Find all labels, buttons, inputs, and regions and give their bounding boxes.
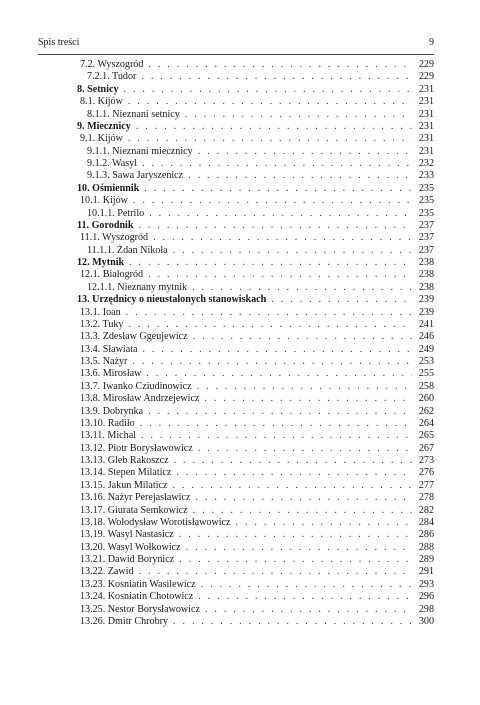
- toc-entry-page: 293: [418, 578, 434, 590]
- toc-chapter-row: [38, 257, 434, 269]
- toc-entry-row: [38, 158, 434, 170]
- toc-entry-row: [38, 232, 434, 244]
- toc-entry-title: 13.20. Wasyl Wołkowicz: [80, 541, 181, 553]
- toc-entry-title: 13.2. Tuky: [80, 318, 124, 330]
- toc-entry-title: 13.24. Kosniatin Chotowicz: [80, 591, 194, 603]
- toc-entry-row: [38, 505, 434, 517]
- dot-leader: [140, 418, 412, 430]
- toc-entry-title: 9.1.3. Sawa Jaryszenicz: [87, 170, 184, 182]
- toc-entry-page: 235: [418, 195, 434, 207]
- toc-entry-row: [38, 455, 434, 467]
- dot-leader: [192, 282, 412, 294]
- toc-chapter-row: [38, 121, 434, 133]
- toc-entry-title: 13.11. Michal: [80, 430, 136, 442]
- toc-entry-row: [38, 443, 434, 455]
- toc-entry-title: 9. Miecznicy: [77, 120, 131, 132]
- toc-entry-page: 265: [418, 430, 434, 442]
- toc-chapter-row: [38, 220, 434, 232]
- toc-entry-page: 262: [418, 405, 434, 417]
- toc-entry-title: 13.17. Giurata Semkowicz: [80, 504, 188, 516]
- toc-entry-title: 13.25. Nestor Borysławowicz: [80, 603, 200, 615]
- dot-leader: [139, 566, 412, 578]
- toc-entry-page: 229: [418, 71, 434, 83]
- toc-entry-row: [38, 566, 434, 578]
- toc-entry-page: 238: [418, 269, 434, 281]
- toc-entry-title: 11.1. Wyszogród: [80, 232, 149, 244]
- dot-leader: [204, 393, 412, 405]
- toc-entry-page: 296: [418, 591, 434, 603]
- dot-leader: [129, 257, 412, 269]
- toc-entry-row: [38, 109, 434, 121]
- toc-entry-title: 8.1. Kijów: [80, 96, 123, 108]
- toc-entry-title: 13.8. Mirosław Andrzejewicz: [80, 393, 200, 405]
- toc-entry-page: 276: [418, 467, 434, 479]
- toc-entry-title: 13.10. Radiło: [80, 417, 135, 429]
- toc-entry-title: 13.15. Jakun Milaticz: [80, 479, 168, 491]
- dot-leader: [138, 220, 412, 232]
- toc-entry-page: 267: [418, 442, 434, 454]
- toc-entry-page: 277: [418, 479, 434, 491]
- dot-leader: [188, 170, 412, 182]
- toc-entry-row: [38, 381, 434, 393]
- toc-entry-page: 289: [418, 554, 434, 565]
- toc-entry-row: [38, 208, 434, 220]
- toc-entry-row: [38, 146, 434, 158]
- toc-entry-page: 232: [418, 158, 434, 169]
- toc-entry-row: [38, 170, 434, 182]
- dot-leader: [198, 146, 412, 158]
- dot-leader: [193, 505, 412, 517]
- toc-entry-page: 260: [418, 393, 434, 405]
- toc-entry-title: 13.22. Zawid: [80, 566, 134, 578]
- toc-entry-title: 10.1.1. Petrilo: [87, 207, 145, 219]
- toc-entry-row: [38, 356, 434, 368]
- toc-entry-row: [38, 616, 434, 628]
- toc-entry-page: 231: [418, 108, 434, 120]
- toc-entry-title: 13.23. Kosniatin Wasilewicz: [80, 578, 196, 590]
- toc-entry-row: [38, 344, 434, 356]
- dot-leader: [148, 269, 412, 281]
- toc-entry-title: 12.1.1. Nieznany mytnik: [87, 281, 188, 293]
- toc-chapter-row: [38, 183, 434, 195]
- toc-entry-row: [38, 418, 434, 430]
- toc-entry-title: 12.1. Białogród: [80, 269, 144, 281]
- table-of-contents: [38, 59, 434, 628]
- toc-entry-page: 253: [418, 356, 434, 367]
- toc-entry-row: [38, 393, 434, 405]
- dot-leader: [148, 406, 412, 418]
- toc-entry-row: [38, 71, 434, 83]
- toc-chapter-row: [38, 294, 434, 306]
- dot-leader: [141, 71, 412, 83]
- toc-entry-page: 286: [418, 529, 434, 541]
- toc-entry-page: 241: [418, 318, 434, 330]
- dot-leader: [126, 307, 412, 319]
- toc-entry-page: 231: [418, 120, 434, 132]
- toc-entry-title: 11. Gorodnik: [77, 219, 134, 231]
- toc-entry-title: 9.1.2. Wasyl: [87, 158, 138, 169]
- running-header-page-number: 9: [429, 37, 434, 48]
- toc-entry-row: [38, 133, 434, 145]
- dot-leader: [201, 579, 412, 591]
- dot-leader: [179, 529, 412, 541]
- toc-entry-page: 237: [418, 244, 434, 256]
- dot-leader: [124, 84, 413, 96]
- toc-entry-row: [38, 319, 434, 331]
- toc-entry-page: 231: [418, 133, 434, 145]
- toc-entry-title: 13.6. Mirosław: [80, 368, 142, 380]
- toc-entry-page: 237: [418, 219, 434, 231]
- dot-leader: [153, 232, 412, 244]
- dot-leader: [198, 591, 412, 603]
- toc-entry-row: [38, 59, 434, 71]
- toc-entry-title: 13.19. Wasyl Nastasicz: [80, 529, 174, 541]
- toc-entry-row: [38, 331, 434, 343]
- dot-leader: [185, 109, 412, 121]
- dot-leader: [144, 183, 412, 195]
- toc-entry-row: [38, 579, 434, 591]
- toc-entry-title: 13.13. Gleb Rakoszcz: [80, 455, 169, 466]
- toc-entry-page: 249: [418, 343, 434, 355]
- toc-entry-row: [38, 591, 434, 603]
- toc-entry-title: 13.16. Nażyr Perejasławicz: [80, 492, 191, 504]
- toc-entry-row: [38, 368, 434, 380]
- toc-chapter-row: [38, 84, 434, 96]
- toc-entry-page: 288: [418, 541, 434, 553]
- toc-entry-row: [38, 195, 434, 207]
- dot-leader: [142, 344, 412, 356]
- dot-leader: [174, 455, 412, 467]
- toc-entry-row: [38, 269, 434, 281]
- dot-leader: [146, 368, 412, 380]
- dot-leader: [133, 195, 412, 207]
- dot-leader: [236, 517, 412, 529]
- toc-entry-title: 13.7. Iwanko Cziudinowicz: [80, 380, 192, 392]
- toc-entry-page: 231: [418, 83, 434, 95]
- toc-entry-row: [38, 542, 434, 554]
- toc-entry-row: [38, 282, 434, 294]
- toc-entry-page: 264: [418, 417, 434, 429]
- toc-entry-page: 298: [418, 603, 434, 615]
- toc-entry-row: [38, 529, 434, 541]
- dot-leader: [142, 158, 412, 170]
- toc-entry-title: 13.1. Ioan: [80, 306, 121, 318]
- toc-entry-title: 7.2. Wyszogród: [80, 59, 144, 70]
- dot-leader: [132, 356, 412, 368]
- toc-entry-row: [38, 467, 434, 479]
- toc-entry-title: 13.12. Piotr Borysławowicz: [80, 442, 193, 454]
- dot-leader: [149, 208, 412, 220]
- toc-entry-row: [38, 517, 434, 529]
- toc-entry-page: 300: [418, 615, 434, 627]
- toc-entry-title: 13.14. Stepen Milaticz: [80, 467, 172, 479]
- dot-leader: [172, 480, 412, 492]
- toc-entry-title: 9.1. Kijów: [80, 133, 123, 145]
- toc-entry-page: 231: [418, 145, 434, 157]
- dot-leader: [128, 319, 412, 331]
- toc-entry-page: 237: [418, 232, 434, 244]
- toc-entry-page: 246: [418, 331, 434, 343]
- dot-leader: [176, 467, 412, 479]
- dot-leader: [193, 331, 412, 343]
- toc-entry-row: [38, 430, 434, 442]
- dot-leader: [173, 245, 412, 257]
- toc-entry-page: 278: [418, 492, 434, 504]
- toc-entry-page: 235: [418, 182, 434, 194]
- toc-entry-row: [38, 96, 434, 108]
- toc-entry-title: 10. Ośmiennik: [77, 182, 140, 194]
- toc-entry-page: 231: [418, 96, 434, 108]
- toc-entry-row: [38, 554, 434, 566]
- toc-entry-page: 273: [418, 455, 434, 466]
- dot-leader: [197, 381, 412, 393]
- header-rule: [38, 54, 434, 55]
- dot-leader: [141, 430, 412, 442]
- toc-entry-page: 255: [418, 368, 434, 380]
- toc-entry-page: 239: [418, 306, 434, 318]
- dot-leader: [173, 616, 412, 628]
- toc-entry-title: 8.1.1. Nieznani setnicy: [87, 108, 180, 120]
- toc-entry-page: 258: [418, 380, 434, 392]
- toc-entry-row: [38, 406, 434, 418]
- dot-leader: [136, 121, 412, 133]
- toc-entry-page: 239: [418, 294, 434, 306]
- dot-leader: [148, 59, 412, 71]
- toc-entry-title: 13.9. Dobrynka: [80, 405, 144, 417]
- toc-entry-title: 13.5. Nażyr: [80, 356, 128, 367]
- toc-entry-page: 238: [418, 281, 434, 293]
- toc-entry-row: [38, 604, 434, 616]
- toc-entry-row: [38, 307, 434, 319]
- dot-leader: [205, 604, 412, 616]
- toc-entry-title: 13.26. Dmitr Chrobry: [80, 615, 169, 627]
- running-header: [38, 37, 434, 49]
- toc-entry-page: 233: [418, 170, 434, 182]
- toc-entry-title: 13. Urzędnicy o nieustalonych stanowiskach: [77, 294, 267, 306]
- toc-entry-title: 9.1.1. Nieznani miecznicy: [87, 145, 193, 157]
- dot-leader: [128, 96, 412, 108]
- toc-entry-title: 10.1. Kijów: [80, 195, 128, 207]
- dot-leader: [179, 554, 412, 566]
- toc-entry-row: [38, 480, 434, 492]
- dot-leader: [186, 542, 412, 554]
- toc-entry-title: 13.18. Wołodysław Worotisławowicz: [80, 516, 231, 528]
- toc-entry-title: 11.1.1. Żdan Nikoła: [87, 244, 168, 256]
- toc-entry-page: 235: [418, 207, 434, 219]
- running-header-title: Spis treści: [38, 37, 80, 48]
- toc-entry-title: 13.21. Dawid Borynicz: [80, 554, 175, 565]
- toc-entry-title: 8. Setnicy: [77, 83, 119, 95]
- toc-entry-row: [38, 492, 434, 504]
- toc-entry-title: 13.3. Zdesław Ggeujewicz: [80, 331, 188, 343]
- toc-entry-page: 284: [418, 516, 434, 528]
- dot-leader: [195, 492, 412, 504]
- toc-entry-page: 238: [418, 257, 434, 268]
- dot-leader: [271, 294, 412, 306]
- toc-entry-page: 229: [418, 59, 434, 70]
- toc-entry-page: 291: [418, 566, 434, 578]
- toc-entry-title: 12. Mytnik: [77, 257, 125, 268]
- toc-entry-title: 7.2.1. Tudor: [87, 71, 137, 83]
- toc-entry-title: 13.4. Sławiata: [80, 343, 138, 355]
- toc-entry-row: [38, 245, 434, 257]
- dot-leader: [198, 443, 412, 455]
- dot-leader: [128, 133, 412, 145]
- toc-entry-page: 282: [418, 504, 434, 516]
